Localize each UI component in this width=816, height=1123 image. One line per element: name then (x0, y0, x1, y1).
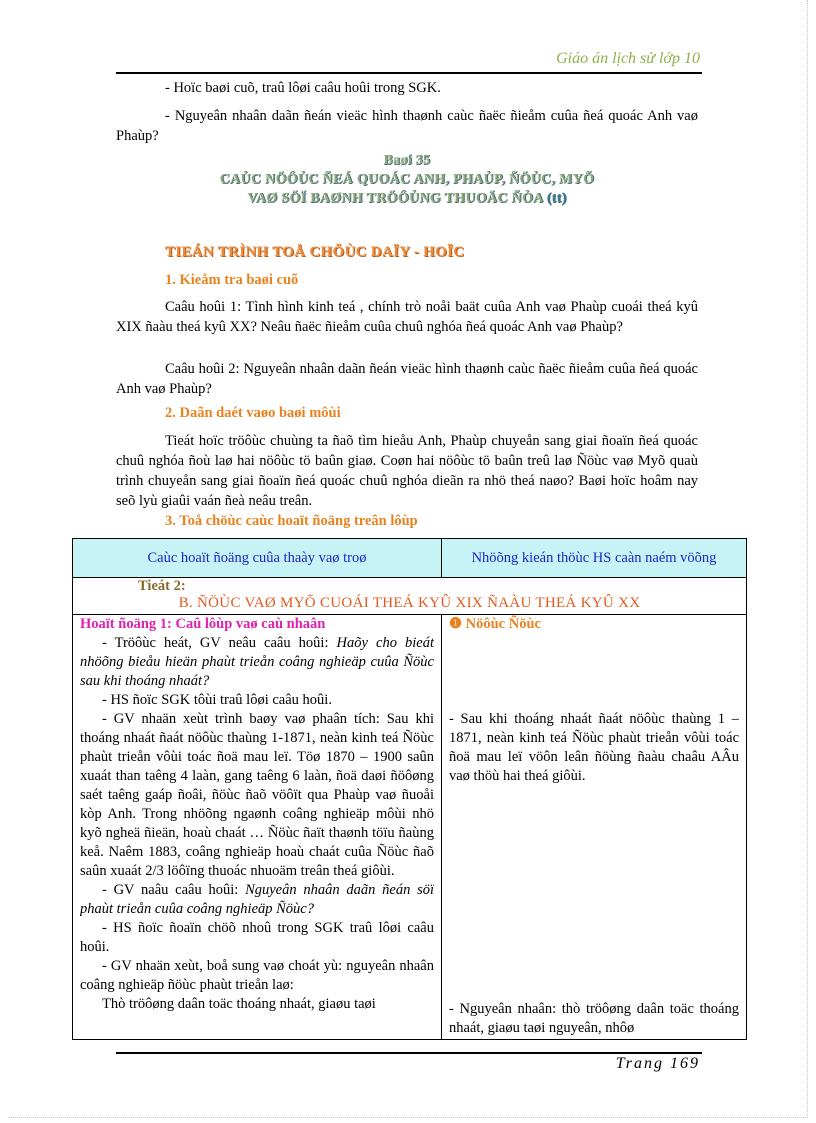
knowledge-heading: ❶ Nöôùc Ñöùc (449, 616, 541, 632)
section-2-text: Tieát hoïc tröôùc chuùng ta ñaõ tìm hieåu Anh, Phaùp chuyeån sang giai ñoaïn ñeá quoác chuû nghóa ñoù laø hai nöôùc tö baûn giaø. Coøn hai nöôùc tö baûn treû laø Ñöùc vaø Myõ quaù trình chuyeån sang giai ñoaïn ñeá quoác chuû nghóa dieãn ra nhö theá naøo? Baøi hoïc hoâm nay seõ lyù giaûi vaán ñeà neâu treân. (116, 433, 698, 509)
activities-cell (73, 615, 442, 1040)
col-header-knowledge: Nhöõng kieán thöùc HS caàn naém vöõng (442, 539, 747, 578)
knowledge-content (449, 615, 739, 1039)
intro-line-1: - Hoïc baøi cuõ, traû lôøi caâu hoûi trong SGK. (165, 80, 441, 96)
knowledge-cell (442, 615, 747, 1040)
page-header: Giáo án lịch sử lớp 10 (556, 50, 700, 67)
activity-paragraph: - HS ñoïc ñoaïn chöõ nhoû trong SGK traû lôøi caâu hoûi. (80, 920, 434, 955)
activities-table (72, 538, 747, 1040)
question-text: Nguyeân nhaân daãn ñeán söï phaùt trieån cuûa coâng nghieäp Ñöùc? (80, 882, 434, 917)
activities-content (80, 615, 434, 1039)
lesson-number: Baøi 35 (383, 153, 431, 168)
section-1-title: 1. Kieåm tra baøi cuõ (165, 272, 299, 288)
part-title: B. ÑÖÙC VAØ MYÕ CUOÁI THEÁ KYÛ XIX ÑAÀU THEÁ KYÛ XX (178, 595, 641, 611)
lesson-title-line-1: CAÙC NÖÔÙC ÑEÁ QUOÁC ANH, PHAÙP, ÑÖÙC, MYÕ (219, 172, 595, 187)
section-2-title: 2. Daãn daét vaøo baøi môùi (165, 405, 341, 421)
activity-paragraph: - HS ñoïc SGK tôùi traû lôøi caâu hoûi. (102, 692, 332, 708)
activity-paragraph: Thò tröôøng daân toäc thoáng nhaát, giaøu taøi (102, 996, 376, 1012)
lesson-title-line-2-text: VAØ SÖÏ BAØNH TRÖÔÙNG THUOÄC ÑÒA (247, 191, 543, 206)
lesson-title-line-2 (116, 189, 698, 208)
activity-paragraph: - GV nhaän xeùt, boå sung vaø choát yù: nguyeân nhaân coâng nghieäp ñöùc phaùt trieån laø: (80, 958, 434, 993)
lesson-period: Tieát 2: (138, 578, 186, 594)
activity-title: Hoaït ñoäng 1: Caû lôùp vaø caù nhaân (80, 616, 326, 632)
question-text: Haõy cho bieát nhöõng bieåu hieän phaùt trieån coâng nghieäp cuûa Ñöùc sau khi thoáng nhaát? (80, 635, 434, 689)
process-title: TIEÁN TRÌNH TOÅ CHÖÙC DAÏY - HOÏC (165, 244, 465, 260)
footer-rule (116, 1052, 702, 1054)
question-2: Caâu hoûi 2: Nguyeân nhaân daãn ñeán vieäc hình thaønh caùc ñaëc ñieåm cuûa ñeá quoác Anh vaø Phaùp? (116, 361, 698, 397)
activity-paragraph (80, 634, 434, 691)
question-prefix: - GV naâu caâu hoûi: (102, 882, 239, 898)
question-1: Caâu hoûi 1: Tình hình kinh teá , chính trò noåi baät cuûa Anh vaø Phaùp cuoái theá kyû XIX ñaàu theá kyû XX? Neâu ñaëc ñieåm cuûa chuû nghóa ñeá quoác Anh vaø Phaùp? (116, 299, 698, 335)
knowledge-paragraph: - Sau khi thoáng nhaát ñaát nöôùc thaùng 1 – 1871, neàn kinh teá Ñöùc phaùt trieån vôùi toác ñoä mau leï vöôn leân ñöùng ñaàu chaâu AÂu vaø thöù hai theá giôùi. (449, 711, 739, 784)
activity-paragraph (80, 881, 434, 919)
intro-line-2: - Nguyeân nhaân daãn ñeán vieäc hình thaønh caùc ñaëc ñieåm cuûa ñeá quoác Anh vaø Phaùp? (116, 108, 698, 144)
knowledge-paragraph: - Nguyeân nhaân: thò tröôøng daân toäc thoáng nhaát, giaøu taøi nguyeân, nhôø (449, 1001, 739, 1036)
question-prefix: - Tröôùc heát, GV neâu caâu hoûi: (102, 635, 329, 651)
lesson-title-suffix: (tt) (546, 191, 567, 206)
section-3-title: 3. Toå chöùc caùc hoaït ñoäng treân lôùp (165, 513, 418, 529)
activity-paragraph: - GV nhaän xeùt trình baøy vaø phaân tích: Sau khi thoáng nhaát ñaát nöôùc thaùng 1-1871, neàn kinh teá Ñöùc phaùt trieån vôùi toác ñoä mau leï. Töø 1870 – 1900 saûn xuaát than taêng 4 laàn, gang taêng 6 laàn, ñoä daøi ñöôøng saét taêng gaáp ñoâi, ñöùc ñaõ vöôït qua Phaùp vaø ñuoåi kòp Anh. Trong nhöõng ngaønh coâng nghieäp môùi nhö kyõ ngheä ñieän, hoaù chaát … Ñöùc ñaït thaønh töïu ñaùng keå. Naêm 1883, coâng nghieäp hoaù chaát cuûa Ñöùc ñaõ saûn xuaát 2/3 löôïng thuoác nhuoäm treân theá giôùi. (80, 711, 434, 879)
part-title-cell (73, 578, 747, 615)
page-number: Trang 169 (615, 1055, 700, 1072)
col-header-activities: Caùc hoaït ñoäng cuûa thaày vaø troø (73, 539, 442, 578)
header-rule (116, 72, 702, 74)
